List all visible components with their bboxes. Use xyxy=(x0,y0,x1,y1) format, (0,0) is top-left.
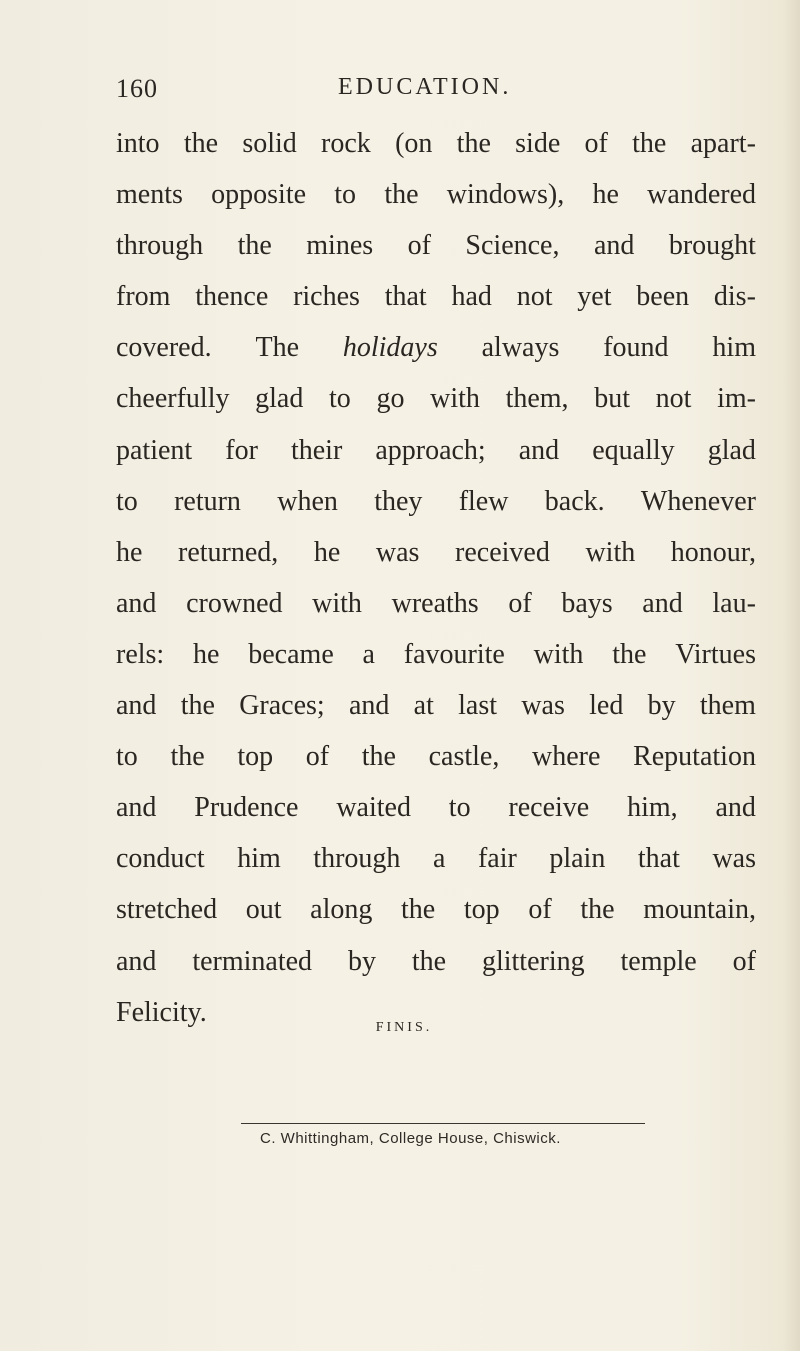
word: to xyxy=(334,179,357,211)
word: Graces; xyxy=(239,690,325,722)
word: last xyxy=(458,690,498,722)
word: rock xyxy=(321,128,371,159)
word: and xyxy=(518,434,560,466)
word: wreaths xyxy=(391,587,479,619)
word: glittering xyxy=(481,945,585,977)
word: glad xyxy=(255,383,304,415)
word: was xyxy=(712,843,756,875)
word: plain xyxy=(549,843,606,875)
word: led xyxy=(589,690,624,722)
word: found xyxy=(603,332,669,364)
word: and xyxy=(116,792,157,824)
word: of xyxy=(732,945,756,977)
word: waited xyxy=(336,792,411,824)
text-line xyxy=(116,629,756,680)
word: back. xyxy=(544,485,605,517)
text-line xyxy=(116,884,756,935)
word: a xyxy=(362,638,375,670)
word: received xyxy=(455,536,550,568)
word: and xyxy=(116,690,157,722)
word: to xyxy=(448,792,471,824)
word: but xyxy=(594,383,630,415)
text-line xyxy=(116,118,756,169)
body-text xyxy=(116,118,756,1038)
word: not xyxy=(516,281,553,313)
word: was xyxy=(375,536,420,568)
word: (on xyxy=(395,128,433,159)
word: mountain, xyxy=(643,894,756,926)
word: covered. xyxy=(116,332,212,364)
word: that xyxy=(384,281,427,313)
word: terminated xyxy=(192,945,313,977)
word: he xyxy=(592,179,619,211)
word: rels: xyxy=(116,638,165,670)
text-line xyxy=(116,731,756,782)
text-line xyxy=(116,271,756,322)
word: and xyxy=(642,587,683,619)
word: dis- xyxy=(713,281,756,313)
word: became xyxy=(248,638,334,670)
word: Prudence xyxy=(194,792,299,824)
word: them, xyxy=(505,383,569,415)
text-line xyxy=(116,373,756,424)
word: through xyxy=(313,843,401,875)
word: solid xyxy=(242,128,297,159)
word: patient xyxy=(116,434,193,466)
word: flew xyxy=(458,485,509,517)
text-line xyxy=(116,782,756,833)
word: of xyxy=(305,741,330,773)
word: with xyxy=(430,383,480,415)
word: Felicity. xyxy=(116,996,207,1028)
page-number: 160 xyxy=(116,74,158,103)
word: of xyxy=(528,894,552,926)
word: him, xyxy=(627,792,678,824)
word: ments xyxy=(116,179,183,211)
word: stretched xyxy=(116,894,218,926)
word: and xyxy=(116,945,157,977)
word: when xyxy=(277,485,338,517)
word: by xyxy=(647,690,676,722)
word: for xyxy=(225,434,258,466)
word: bays xyxy=(561,587,613,619)
word: along xyxy=(310,894,373,926)
word: through xyxy=(116,230,204,262)
word: to xyxy=(329,383,351,415)
word: at xyxy=(413,690,434,722)
text-line xyxy=(116,680,756,731)
word: brought xyxy=(668,230,756,262)
text-line xyxy=(116,169,756,220)
word: returned, xyxy=(178,536,279,568)
word: im- xyxy=(717,383,756,415)
word: the xyxy=(580,894,615,926)
word: of xyxy=(508,587,532,619)
page-edge-shadow xyxy=(782,0,800,1351)
word: temple xyxy=(620,945,697,977)
word: return xyxy=(174,485,241,517)
word: the xyxy=(456,128,491,159)
word: the xyxy=(401,894,436,926)
text-line xyxy=(116,578,756,629)
word: was xyxy=(521,690,565,722)
word: out xyxy=(245,894,282,926)
word: from xyxy=(116,281,171,313)
word: them xyxy=(699,690,756,722)
word: him xyxy=(712,332,756,364)
word: holidays xyxy=(342,332,438,364)
word: the xyxy=(612,638,647,670)
word: fair xyxy=(477,843,517,875)
word: yet xyxy=(577,281,612,313)
imprint-rule xyxy=(241,1123,645,1124)
word: where xyxy=(532,741,601,773)
text-line xyxy=(116,322,756,373)
word: he xyxy=(116,536,143,568)
word: into xyxy=(116,128,160,159)
word: glad xyxy=(707,434,756,466)
word: the xyxy=(361,741,396,773)
word: with xyxy=(585,536,636,568)
word: go xyxy=(376,383,405,415)
text-line xyxy=(116,936,756,987)
word: cheerfully xyxy=(116,383,230,415)
word: honour, xyxy=(670,536,756,568)
word: not xyxy=(655,383,692,415)
finis-label: FINIS. xyxy=(375,1020,433,1035)
word: had xyxy=(451,281,492,313)
word: thence xyxy=(195,281,269,313)
word: the xyxy=(180,690,215,722)
word: the xyxy=(183,128,219,159)
word: Whenever xyxy=(640,485,756,517)
word: top xyxy=(237,741,274,773)
word: a xyxy=(432,843,446,875)
word: Virtues xyxy=(675,638,756,670)
word: he xyxy=(313,536,341,568)
word: approach; xyxy=(375,434,486,466)
word: Science, xyxy=(465,230,560,262)
word: windows), xyxy=(446,179,565,211)
word: by xyxy=(347,945,376,977)
word: and xyxy=(593,230,635,262)
word: opposite xyxy=(211,179,307,211)
word: of xyxy=(407,230,431,262)
word: apart- xyxy=(690,128,756,159)
word: the xyxy=(411,945,447,977)
text-line xyxy=(116,220,756,271)
word: castle, xyxy=(428,741,500,773)
word: of xyxy=(584,128,608,159)
word: he xyxy=(193,638,220,670)
word: always xyxy=(481,332,560,364)
printer-imprint: C. Whittingham, College House, Chiswick. xyxy=(260,1130,561,1147)
word: The xyxy=(255,332,299,364)
word: wandered xyxy=(647,179,756,211)
word: and xyxy=(715,792,756,824)
word: their xyxy=(290,434,343,466)
word: the xyxy=(632,128,667,159)
word: and xyxy=(348,690,390,722)
word: top xyxy=(463,894,500,926)
word: the xyxy=(237,230,272,262)
word: to xyxy=(116,485,138,517)
running-head xyxy=(116,74,756,110)
word: and xyxy=(116,587,157,619)
word: equally xyxy=(592,434,675,466)
word: with xyxy=(312,587,362,619)
word: with xyxy=(533,638,584,670)
text-line xyxy=(116,476,756,527)
word: crowned xyxy=(186,587,283,619)
word: the xyxy=(170,741,205,773)
word: that xyxy=(637,843,680,875)
text-line xyxy=(116,833,756,884)
word: receive xyxy=(508,792,590,824)
word: they xyxy=(374,485,423,517)
word: him xyxy=(237,843,281,875)
running-title: EDUCATION. xyxy=(338,74,512,100)
word: been xyxy=(636,281,690,313)
text-line xyxy=(116,425,756,476)
word: to xyxy=(116,741,138,773)
word: lau- xyxy=(712,587,756,619)
text-line xyxy=(116,527,756,578)
word: conduct xyxy=(116,843,205,875)
word: mines xyxy=(306,230,374,262)
word: riches xyxy=(293,281,360,313)
word: side xyxy=(515,128,561,159)
word: favourite xyxy=(403,638,505,670)
word: Reputation xyxy=(633,741,756,773)
word: the xyxy=(384,179,419,211)
